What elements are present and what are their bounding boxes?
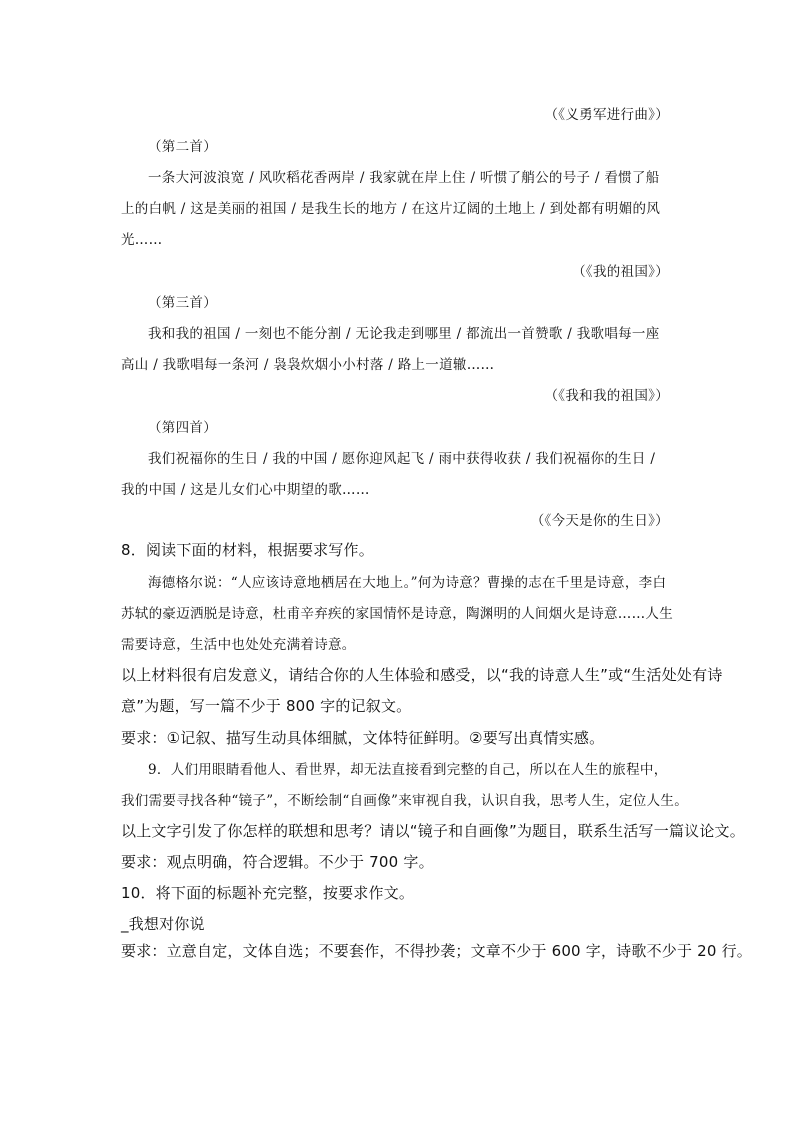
question-8-requirement: 要求：①记叙、描写生动具体细腻，文体特征鲜明。②要写出真情实感。 xyxy=(121,729,605,747)
poem2-line: 光…… xyxy=(121,232,163,248)
question-8-prompt: 意”为题，写一篇不少于 800 字的记叙文。 xyxy=(121,697,412,715)
poem4-source: （《今天是你的生日》） xyxy=(530,513,669,529)
question-10-title: 10．将下面的标题补充完整，按要求作文。 xyxy=(121,884,415,902)
poem2-line: 上的白帆 / 这是美丽的祖国 / 是我生长的地方 / 在这片辽阔的土地上 / 到处都有明媚的风 xyxy=(121,201,661,217)
question-10-topic: _我想对你说 xyxy=(121,915,205,933)
poem4-line: 我们祝福你的生日 / 我的中国 / 愿你迎风起飞 / 雨中获得收获 / 我们祝福你的生日 / xyxy=(148,451,656,467)
material-line: 海德格尔说：“人应该诗意地栖居在大地上。”何为诗意？曹操的志在千里是诗意，李白 xyxy=(148,575,667,591)
poem3-line: 高山 / 我歌唱每一条河 / 袅袅炊烟小小村落 / 路上一道辙…… xyxy=(121,357,495,373)
material-line: 需要诗意，生活中也处处充满着诗意。 xyxy=(121,637,356,653)
material-line: 苏轼的豪迈洒脱是诗意，杜甫辛弃疾的家国情怀是诗意，陶渊明的人间烟火是诗意……人生 xyxy=(121,606,673,622)
poem2-source: （《我的祖国》） xyxy=(572,264,669,280)
poem2-label: （第二首） xyxy=(148,139,217,155)
question-9-prompt: 以上文字引发了你怎样的联想和思考？请以“镜子和自画像”为题目，联系生活写一篇议论文。 xyxy=(121,822,745,840)
poem2-line: 一条大河波浪宽 / 风吹稻花香两岸 / 我家就在岸上住 / 听惯了艄公的号子 / 看惯了船 xyxy=(148,170,660,186)
poem1-source: （《义勇军进行曲》） xyxy=(544,107,669,123)
question-8-prompt: 以上材料很有启发意义，请结合你的人生体验和感受，以“我的诗意人生”或“生活处处有诗 xyxy=(121,666,723,684)
poem4-label: （第四首） xyxy=(148,420,217,436)
poem4-line: 我的中国 / 这是儿女们心中期望的歌…… xyxy=(121,482,370,498)
question-9-requirement: 要求：观点明确，符合逻辑。不少于 700 字。 xyxy=(121,853,434,871)
poem3-line: 我和我的祖国 / 一刻也不能分割 / 无论我走到哪里 / 都流出一首赞歌 / 我歌唱每一座 xyxy=(148,326,660,342)
question-9-text: 我们需要寻找各种“镜子”，不断绘制“自画像”来审视自我，认识自我，思考人生，定位人生。 xyxy=(121,793,689,809)
question-9-text: 9．人们用眼睛看他人、看世界，却无法直接看到完整的自己，所以在人生的旅程中， xyxy=(148,762,668,778)
poem3-label: （第三首） xyxy=(148,295,217,311)
poem3-source: （《我和我的祖国》） xyxy=(544,388,669,404)
question-8-title: 8．阅读下面的材料，根据要求写作。 xyxy=(121,541,374,559)
question-10-requirement: 要求：立意自定，文体自选；不要套作，不得抄袭；文章不少于 600 字，诗歌不少于 20 行。 xyxy=(121,942,752,960)
